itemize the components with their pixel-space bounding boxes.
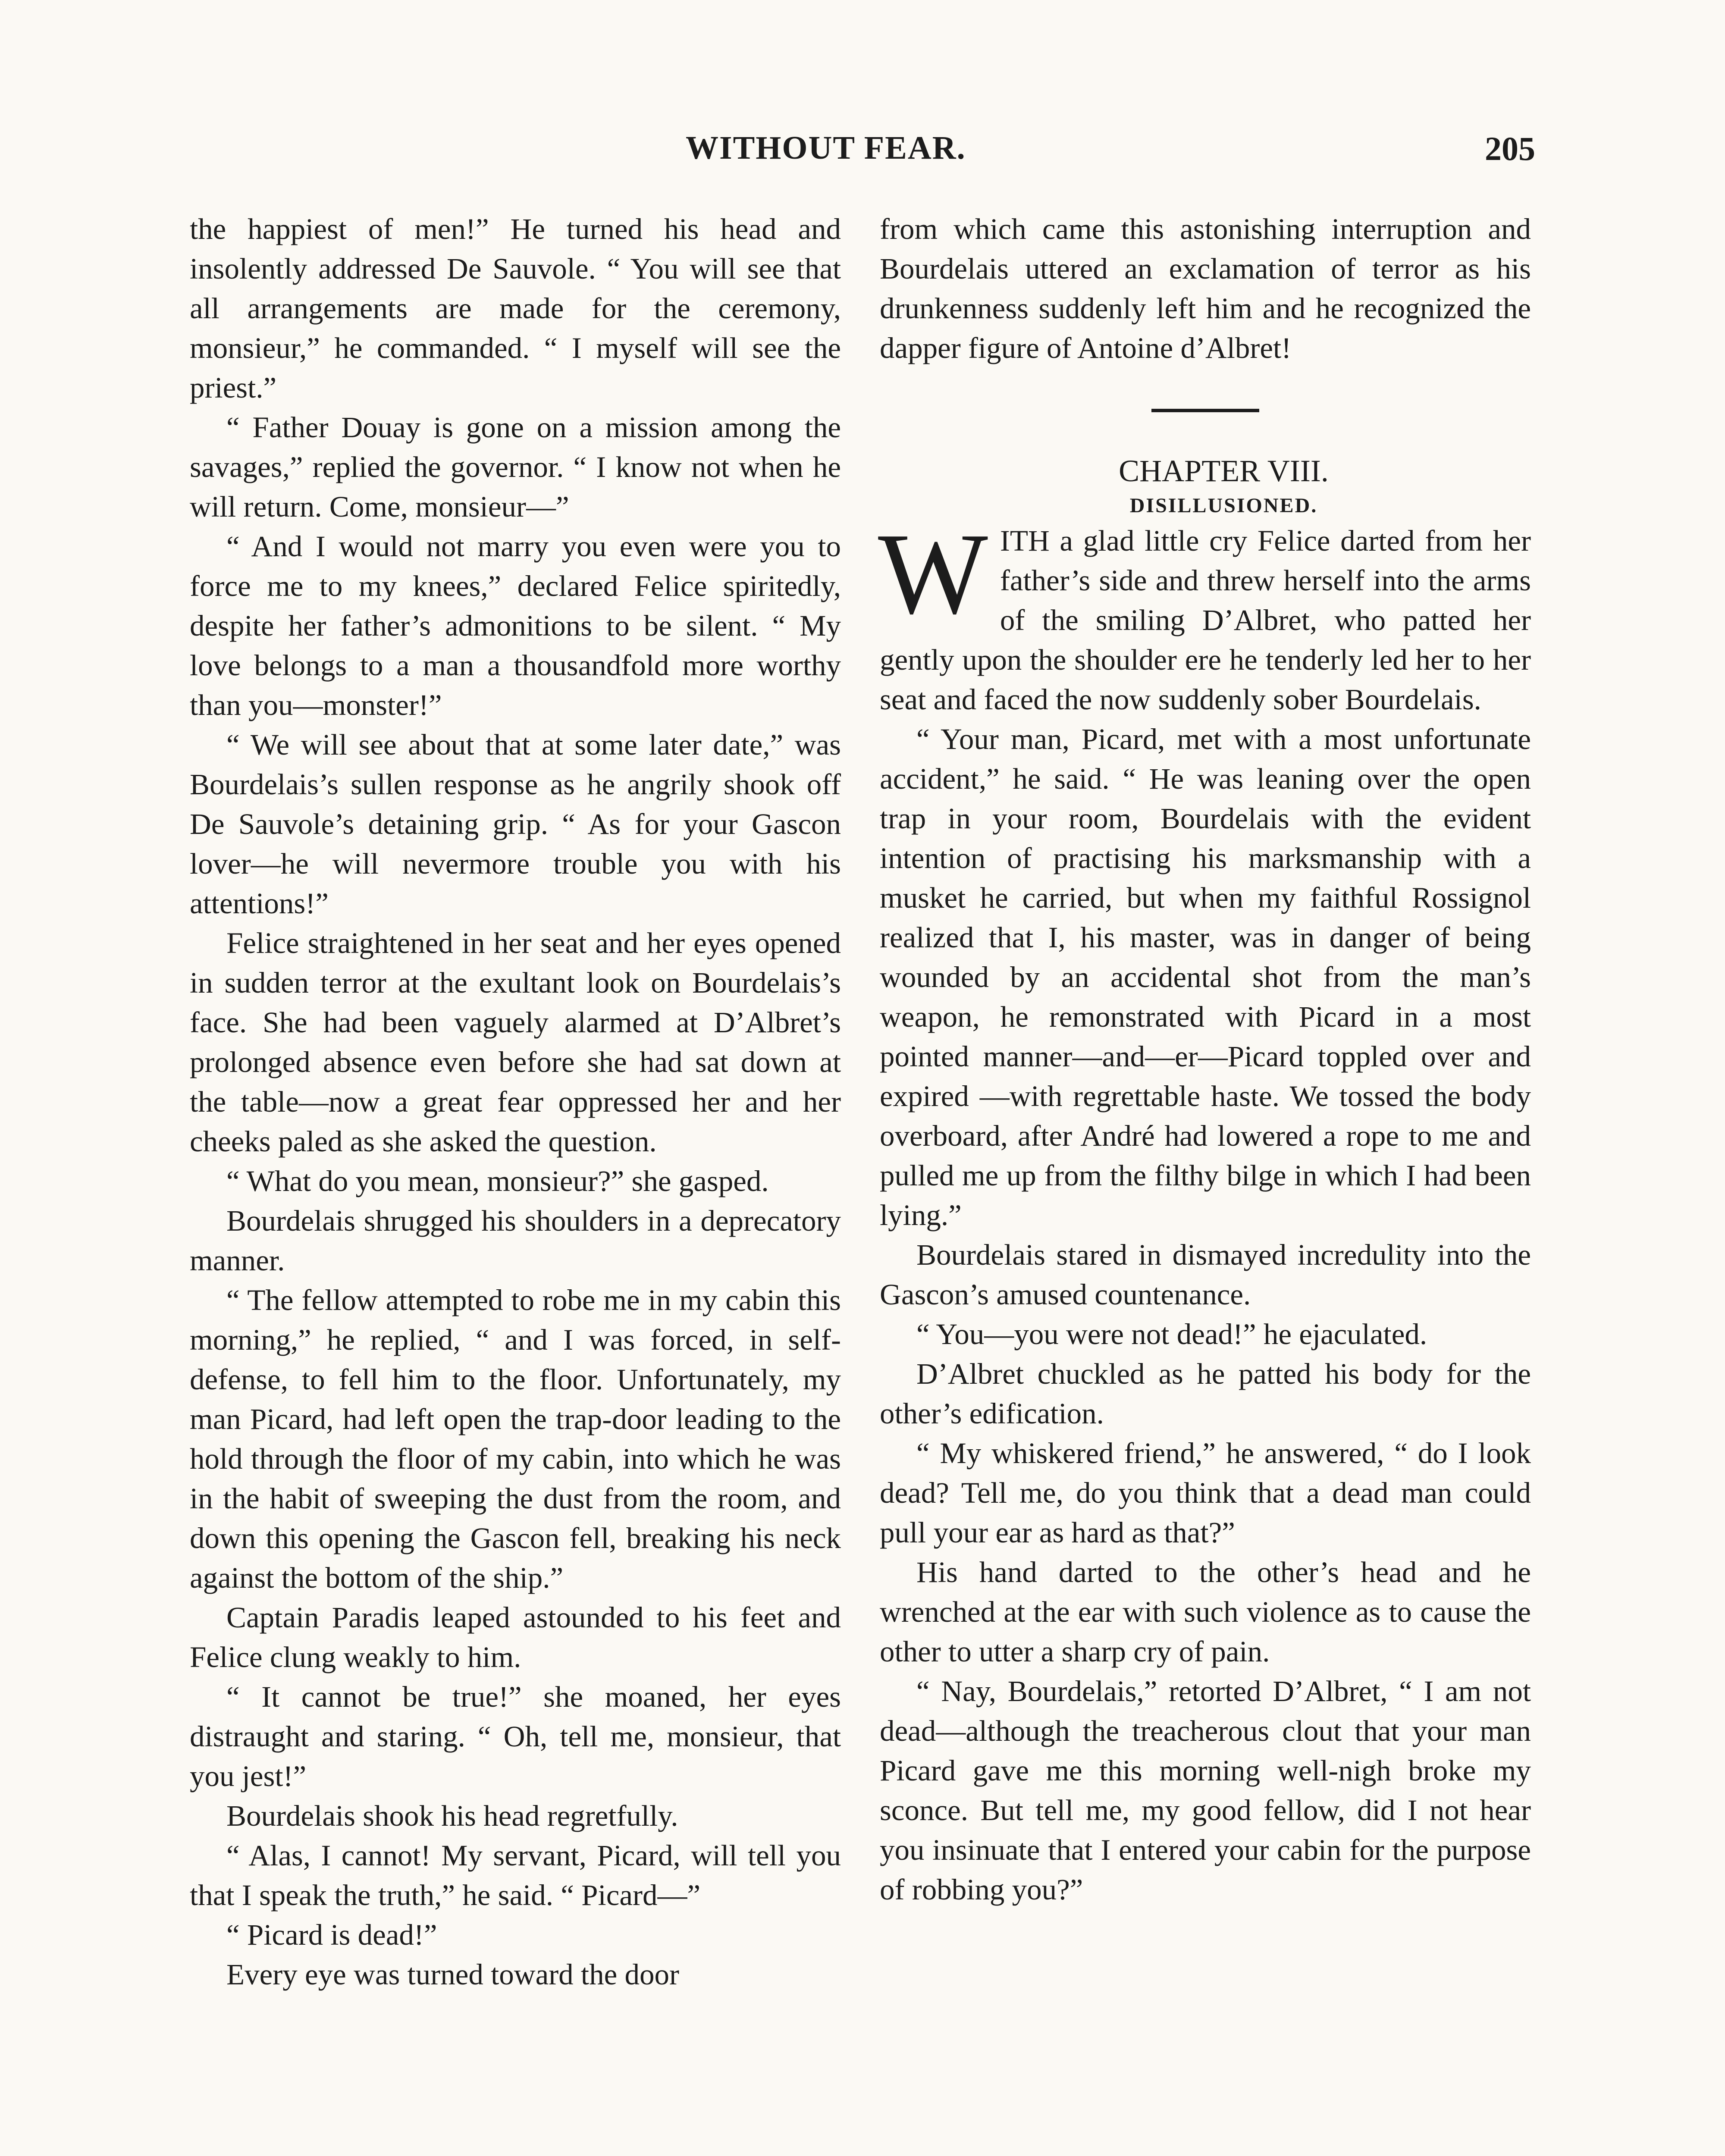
paragraph: Bourdelais stared in dismayed incredulity into the Gascon’s amused countenance. — [880, 1238, 1531, 1311]
paragraph: the happiest of men!” He turned his head and insolently addressed De Sauvole. “ You will see that all arrangements are made for the ceremony, monsieur,” he commanded. “ I myself will see the priest.” — [190, 213, 841, 404]
paragraph: “ We will see about that at some later date,” was Bourdelais’s sullen response as he angrily shook off De Sauvole’s detaining grip. “ As for your Gascon lover—he will nevermore trouble you with his attentions!” — [190, 728, 841, 920]
left-column — [190, 209, 841, 1994]
paragraph: Bourdelais shook his head regretfully. — [226, 1799, 678, 1832]
paragraph: from which came this astonishing interruption and Bourdelais uttered an exclamation of terror as his drunkenness suddenly left him and he recognized the dapper figure of Antoine d’Albret! — [880, 213, 1531, 364]
paragraph: His hand darted to the other’s head and he wrenched at the ear with such violence as to cause the other to utter a sharp cry of pain. — [880, 1556, 1531, 1668]
paragraph: “ Your man, Picard, met with a most unfortunate accident,” he said. “ He was leaning over the open trap in your room, Bourdelais with the evident intention of practising his marksmanship with a musket he carried, but when my faithful Rossignol realized that I, his master, was in danger of being wounded by an accidental shot from the man’s weapon, he remonstrated with Picard in a most pointed manner—and—er—Picard toppled over and expired —with regrettable haste. We tossed the body overboard, after André had lowered a rope to me and pulled me up from the filthy bilge in which I had been lying.” — [880, 723, 1531, 1232]
chapter-heading: CHAPTER VIII. — [1119, 454, 1329, 488]
opening-text: ITH a glad little cry Felice darted from her father’s side and threw herself into the arms of the smiling D’Albret, who patted her gently upon the shoulder ere he tenderly led her to her seat and faced the now suddenly sober Bourdelais. — [880, 524, 1531, 716]
paragraph: Bourdelais shrugged his shoulders in a deprecatory manner. — [190, 1204, 841, 1277]
paragraph: “ Picard is dead!” — [226, 1918, 437, 1951]
paragraph: “ The fellow attempted to robe me in my cabin this morning,” he replied, “ and I was forced, in self-defense, to fell him to the floor. Unfortunately, my man Picard, had left open the trap-door leading to the hold through the floor of my cabin, into which he was in the habit of sweeping the dust from the room, and down this opening the Gascon fell, breaking his neck against the bottom of the ship.” — [190, 1284, 841, 1594]
paragraph: “ What do you mean, monsieur?” she gasped. — [226, 1165, 769, 1197]
drop-cap: W — [878, 509, 988, 638]
paragraph: “ Nay, Bourdelais,” retorted D’Albret, “ I am not dead—although the treacherous clout that your man Picard gave me this morning well-nigh broke my sconce. But tell me, my good fellow, did I not hear you insinuate that I entered your cabin for the purpose of robbing you?” — [880, 1675, 1531, 1906]
running-title: WITHOUT FEAR. — [686, 130, 966, 166]
paragraph: Felice straightened in her seat and her eyes opened in sudden terror at the exultant look on Bourdelais’s face. She had been vaguely alarmed at D’Albret’s prolonged absence even before she had sat down at the table—now a great fear oppressed her and her cheeks paled as she asked the question. — [190, 927, 841, 1158]
running-header — [190, 129, 1535, 177]
chapter-opening-paragraph — [878, 509, 1531, 719]
paragraph: “ You—you were not dead!” he ejaculated. — [916, 1318, 1427, 1351]
paragraph: “ And I would not marry you even were you to force me to my knees,” declared Felice spiritedly, despite her father’s admonitions to be silent. “ My love belongs to a man a thousandfold more worthy than you—monster!” — [190, 530, 841, 721]
paragraph: D’Albret chuckled as he patted his body for the other’s edification. — [880, 1357, 1531, 1430]
paragraph: “ Father Douay is gone on a mission among the savages,” replied the governor. “ I know not when he will return. Come, monsieur—” — [190, 411, 841, 523]
paragraph: Every eye was turned toward the door — [226, 1958, 679, 1991]
page-number: 205 — [1485, 130, 1535, 167]
chapter-subtitle: DISILLUSIONED. — [1129, 494, 1318, 517]
right-column — [880, 209, 1531, 1909]
paragraph: Captain Paradis leaped astounded to his feet and Felice clung weakly to him. — [190, 1601, 841, 1673]
paragraph: “ Alas, I cannot! My servant, Picard, will tell you that I speak the truth,” he said. “ Picard—” — [190, 1839, 841, 1912]
paragraph: “ My whiskered friend,” he answered, “ do I look dead? Tell me, do you think that a dead man could pull your ear as hard as that?” — [880, 1437, 1531, 1549]
chapter-divider-rule — [1151, 409, 1259, 412]
paragraph: “ It cannot be true!” she moaned, her eyes distraught and staring. “ Oh, tell me, monsieur, that you jest!” — [190, 1680, 841, 1792]
